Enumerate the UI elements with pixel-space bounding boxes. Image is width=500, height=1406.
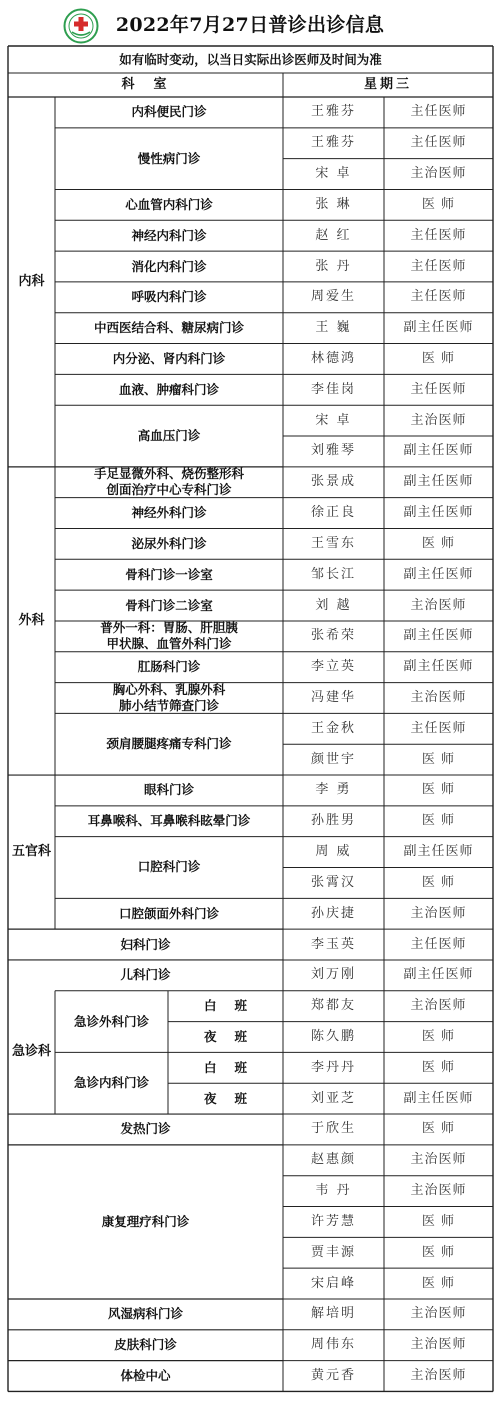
doctor-name: 王 巍: [315, 320, 352, 336]
doctor-title: 主治医师: [410, 1152, 467, 1168]
doctor-name: 周 威: [315, 844, 352, 860]
clinic-name: 胸心外科、乳腺外科 肺小结节筛查门诊: [112, 681, 226, 713]
doctor-title: 医 师: [421, 751, 456, 767]
clinic-name: 内科便民门诊: [131, 104, 207, 120]
doctor-title: 主治医师: [410, 689, 467, 705]
clinic-name: 骨科门诊一诊室: [125, 566, 213, 582]
clinic-name: 康复理疗科门诊: [101, 1213, 190, 1229]
doctor-name: 张景成: [310, 474, 356, 490]
doctor-name: 许芳慧: [310, 1213, 356, 1229]
shift-label: 夜班: [203, 1090, 265, 1106]
doctor-title: 副主任医师: [403, 443, 474, 459]
doctor-name: 王雅芬: [310, 135, 356, 151]
doctor-title: 主任医师: [410, 135, 467, 151]
doctor-title: 主任医师: [410, 227, 467, 243]
doctor-title: 医 师: [421, 1275, 456, 1291]
doctor-title: 医 师: [421, 1059, 456, 1075]
clinic-name: 消化内科门诊: [131, 258, 207, 274]
doctor-name: 孙胜男: [310, 813, 356, 829]
doctor-name: 王金秋: [310, 720, 356, 736]
doctor-name: 周爱生: [310, 289, 356, 305]
clinic-name: 口腔科门诊: [137, 859, 201, 875]
clinic-name: 普外一科：胃肠、肝胆胰 甲状腺、血管外科门诊: [100, 620, 238, 652]
doctor-title: 医 师: [421, 1213, 456, 1229]
clinic-name: 高血压门诊: [137, 428, 201, 443]
clinic-name: 慢性病门诊: [137, 150, 201, 166]
clinic-name: 内分泌、肾内科门诊: [112, 350, 226, 366]
doctor-title: 主任医师: [410, 720, 467, 736]
doctor-title: 副主任医师: [403, 474, 474, 490]
doctor-name: 宋 卓: [315, 166, 352, 182]
doctor-title: 主治医师: [410, 1306, 467, 1322]
doctor-name: 冯建华: [310, 689, 356, 705]
doctor-title: 主任医师: [410, 258, 467, 274]
notice-text: 如有临时变动，以当日实际出诊医师及时间为准: [119, 51, 382, 67]
doctor-name: 宋 卓: [315, 412, 352, 428]
department-group-label: 五官科: [11, 844, 51, 860]
doctor-name: 李丹丹: [310, 1059, 356, 1075]
clinic-name: 风湿病科门诊: [107, 1306, 183, 1322]
doctor-name: 张 琳: [315, 196, 352, 212]
clinic-name: 耳鼻喉科、耳鼻喉科眩晕门诊: [87, 813, 251, 829]
doctor-title: 主任医师: [410, 381, 467, 397]
shift-label: 白班: [203, 1059, 265, 1075]
doctor-name: 李立英: [310, 659, 356, 675]
doctor-title: 主治医师: [410, 597, 467, 613]
doctor-name: 李佳岗: [310, 381, 356, 397]
doctor-title: 主治医师: [410, 1368, 467, 1384]
clinic-name: 心血管内科门诊: [125, 196, 213, 212]
doctor-title: 医 师: [421, 196, 456, 212]
doctor-title: 医 师: [421, 782, 456, 798]
doctor-name: 徐正良: [310, 505, 356, 521]
clinic-name: 颈肩腰腿疼痛专科门诊: [106, 736, 232, 752]
clinic-name: 皮肤科门诊: [114, 1337, 177, 1353]
doctor-title: 主治医师: [410, 166, 467, 182]
doctor-title: 主治医师: [410, 998, 467, 1014]
clinic-name: 呼吸内科门诊: [131, 289, 207, 305]
clinic-name: 手足显微外科、烧伤整形科 创面治疗中心专科门诊: [93, 466, 244, 498]
doctor-name: 陈久鹏: [310, 1029, 356, 1044]
clinic-name: 儿科门诊: [120, 967, 171, 983]
doctor-name: 刘 越: [315, 597, 352, 613]
doctor-name: 于欣生: [310, 1121, 356, 1137]
doctor-title: 医 师: [421, 874, 456, 890]
title-bar: [0, 0, 500, 46]
doctor-name: 刘万刚: [310, 967, 356, 983]
page-title: 2022年7月27日普诊出诊信息: [115, 14, 385, 36]
clinic-name: 眼科门诊: [143, 782, 194, 798]
doctor-title: 医 师: [421, 535, 456, 551]
doctor-name: 李玉英: [310, 936, 356, 952]
clinic-name: 神经内科门诊: [131, 227, 207, 243]
clinic-name: 口腔颌面外科门诊: [118, 905, 219, 921]
doctor-name: 王雪东: [310, 535, 356, 551]
shift-label: 夜班: [203, 1029, 265, 1044]
doctor-title: 主任医师: [410, 104, 467, 120]
doctor-name: 颜世宇: [310, 751, 356, 767]
clinic-name: 体检中心: [120, 1368, 171, 1384]
doctor-title: 主治医师: [410, 905, 467, 921]
doctor-title: 副主任医师: [403, 628, 474, 644]
clinic-name: 泌尿外科门诊: [131, 535, 207, 551]
doctor-title: 主任医师: [410, 289, 467, 305]
doctor-title: 副主任医师: [403, 967, 474, 983]
doctor-name: 解培明: [310, 1306, 356, 1322]
doctor-title: 副主任医师: [403, 844, 474, 860]
doctor-title: 副主任医师: [403, 659, 474, 675]
doctor-name: 孙庆捷: [310, 905, 356, 921]
column-header-weekday: 星期三: [363, 77, 412, 92]
doctor-title: 医 师: [421, 350, 456, 366]
doctor-name: 邹长江: [310, 566, 356, 582]
doctor-title: 副主任医师: [403, 505, 474, 521]
clinic-name: 急诊内科门诊: [73, 1075, 149, 1091]
clinic-name: 发热门诊: [120, 1121, 171, 1137]
doctor-name: 贾丰源: [310, 1244, 356, 1260]
column-header-department: 科 室: [121, 77, 170, 92]
doctor-title: 副主任医师: [403, 566, 474, 582]
clinic-name: 血液、肿瘤科门诊: [118, 381, 219, 397]
department-group-label: 外科: [18, 612, 45, 628]
doctor-title: 副主任医师: [403, 320, 474, 336]
doctor-title: 医 师: [421, 1121, 456, 1137]
doctor-title: 主任医师: [410, 936, 467, 952]
doctor-title: 主治医师: [410, 1337, 467, 1353]
doctor-name: 刘亚芝: [310, 1090, 356, 1106]
clinic-name: 急诊外科门诊: [73, 1013, 149, 1029]
doctor-name: 周伟东: [310, 1337, 356, 1353]
doctor-name: 王雅芬: [310, 104, 356, 120]
department-group-label: 急诊科: [11, 1044, 51, 1060]
clinic-name: 骨科门诊二诊室: [125, 597, 213, 613]
clinic-name: 神经外科门诊: [131, 505, 207, 521]
clinic-name: 中西医结合科、糖尿病门诊: [93, 320, 244, 336]
doctor-name: 李 勇: [315, 782, 352, 798]
doctor-name: 韦 丹: [315, 1183, 352, 1199]
shift-label: 白班: [203, 998, 265, 1014]
doctor-title: 医 师: [421, 813, 456, 829]
doctor-name: 宋启峰: [310, 1275, 356, 1291]
doctor-name: 张希荣: [310, 628, 356, 644]
doctor-name: 林德鸿: [310, 350, 356, 366]
doctor-name: 郑都友: [310, 998, 356, 1014]
doctor-title: 副主任医师: [403, 1090, 474, 1106]
doctor-name: 黄元香: [310, 1368, 356, 1384]
clinic-name: 肛肠科门诊: [137, 659, 201, 675]
department-group-label: 内科: [18, 273, 45, 289]
doctor-title: 医 师: [421, 1029, 456, 1044]
clinic-name: 妇科门诊: [120, 936, 171, 952]
doctor-name: 张 丹: [315, 258, 352, 274]
doctor-name: 张霄汉: [310, 874, 356, 890]
doctor-name: 赵 红: [315, 227, 352, 243]
doctor-title: 主治医师: [410, 1183, 467, 1199]
doctor-title: 医 师: [421, 1244, 456, 1260]
doctor-name: 赵惠颜: [310, 1152, 356, 1168]
doctor-title: 主治医师: [410, 412, 467, 428]
doctor-name: 刘雅琴: [310, 443, 356, 459]
